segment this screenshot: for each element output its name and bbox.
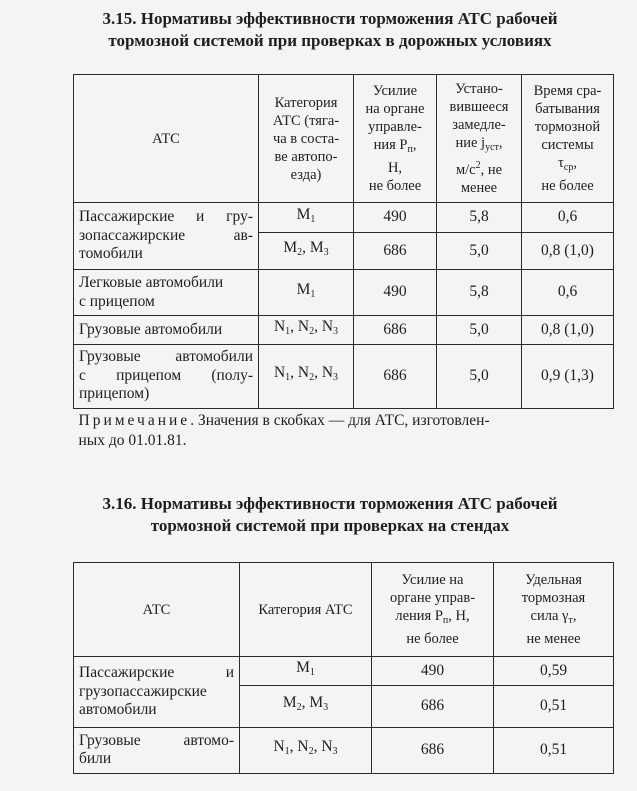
row-time-cell: 0,9 (1,3) [522,344,614,408]
row-force-cell: 490 [372,657,494,686]
section2-title [40,493,620,537]
row-ats-cell: Пассажирские и гру- зопассажирские ав- томобили [74,203,259,270]
row-value-cell: 0,51 [494,727,614,773]
table-row [74,344,614,408]
table-315-note-row [74,408,614,453]
row-decel-cell: 5,0 [437,344,522,408]
row-category-cell: $M_1$ [259,203,354,233]
row-value-cell: 0,59 [494,657,614,686]
row-force-cell: 686 [372,727,494,773]
row-ats-cell: Пассажирские и грузопассажирские автомобили [74,657,240,728]
table-row [74,316,614,345]
row-force-cell: 686 [354,344,437,408]
table-316-header-row [74,563,614,657]
section1-title-line1: 3.15. Нормативы эффективности торможения АТС рабочей [102,9,558,28]
row-force-cell: 686 [354,316,437,345]
table-row [74,727,614,773]
header-category: Категория АТС [240,563,372,657]
header-deceleration: Устано- вившееся замедле- ние $j_{уст}$, $м/с^2$, не менее [437,75,522,203]
row-ats-cell: Легковые автомобили с прицепом [74,270,259,316]
header-ats: АТС [74,75,259,203]
row-force-cell: 686 [372,685,494,727]
row-decel-cell: 5,0 [437,316,522,345]
table-316 [73,562,614,774]
table-315-header-row [74,75,614,203]
row-ats-cell: Грузовые автомобили с прицепом (полу- прицепом) [74,344,259,408]
row-force-cell: 490 [354,270,437,316]
header-response-time: Время сра- батывания тормозной системы $\tau_{ср}$, не более [522,75,614,203]
header-category: Категория АТС (тяга- ча в соста- ве автопо- езда) [259,75,354,203]
note-label: Примечание [78,411,191,429]
row-decel-cell: 5,0 [437,233,522,270]
row-ats-cell: Грузовые автомо- били [74,727,240,773]
row-category-cell: $N_1$, $N_2$, $N_3$ [259,344,354,408]
row-category-cell: $M_2$, $M_3$ [240,685,372,727]
row-time-cell: 0,6 [522,203,614,233]
row-decel-cell: 5,8 [437,203,522,233]
header-specific-force: Удельная тормозная сила $\gamma_т$, не менее [494,563,614,657]
row-category-cell: $N_1$, $N_2$, $N_3$ [259,316,354,345]
table-row [74,270,614,316]
section1-title-line2: тормозной системой при проверках в дорожных условиях [108,31,552,50]
section2-title-line1: 3.16. Нормативы эффективности торможения АТС рабочей [102,494,558,513]
row-time-cell: 0,8 (1,0) [522,233,614,270]
section1-title [40,8,620,52]
row-category-cell: $M_1$ [259,270,354,316]
row-category-cell: $M_1$ [240,657,372,686]
row-value-cell: 0,51 [494,685,614,727]
row-force-cell: 490 [354,203,437,233]
table-note: Примечание. Значения в скобках — для АТС, изготовлен- ных до 01.01.81. [74,408,614,453]
row-force-cell: 686 [354,233,437,270]
row-category-cell: $N_1$, $N_2$, $N_3$ [240,727,372,773]
header-force: Усилие на органе управ- ления $P_п$, Н, не более [372,563,494,657]
table-row [74,203,614,233]
row-time-cell: 0,8 (1,0) [522,316,614,345]
row-time-cell: 0,6 [522,270,614,316]
row-category-cell: $M_2$, $M_3$ [259,233,354,270]
header-force: Усилие на органе управле- ния $P_п$, Н, не более [354,75,437,203]
section2-title-line2: тормозной системой при проверках на стендах [150,516,510,535]
header-ats: АТС [74,563,240,657]
row-decel-cell: 5,8 [437,270,522,316]
row-ats-cell: Грузовые автомобили [74,316,259,345]
table-315 [73,74,614,453]
table-row [74,657,614,686]
